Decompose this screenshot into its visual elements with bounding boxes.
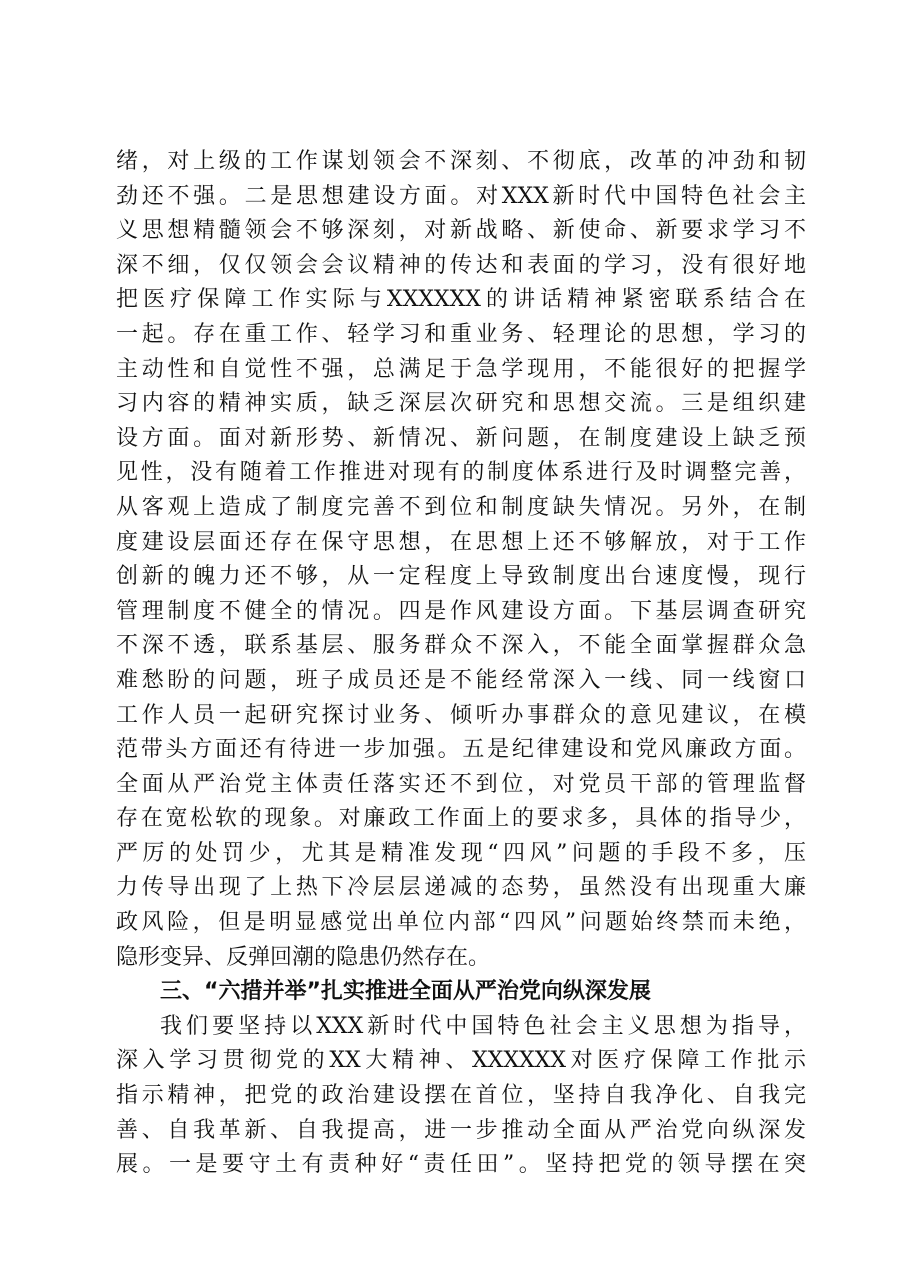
document-body (116, 145, 806, 1183)
body-line: 深入学习贯彻党的XX大精神、XXXXXX对医疗保障工作批示 (116, 1048, 806, 1074)
body-line: 见性，没有随着工作推进对现有的制度体系进行及时调整完善， (116, 460, 806, 486)
body-line: 度建设层面还存在保守思想，在思想上还不够解放，对于工作 (116, 529, 806, 555)
body-line: 设方面。面对新形势、新情况、新问题，在制度建设上缺乏预 (116, 425, 806, 451)
body-line: 不深不透，联系基层、服务群众不深入，不能全面掌握群众急 (116, 633, 806, 659)
body-line: 深不细，仅仅领会会议精神的传达和表面的学习，没有很好地 (116, 252, 806, 278)
body-line: 展。一是要守土有责种好“责任田”。坚持把党的领导摆在突 (116, 1152, 806, 1178)
body-line: 我们要坚持以XXX新时代中国特色社会主义思想为指导， (160, 1013, 806, 1039)
body-line: 管理制度不健全的情况。四是作风建设方面。下基层调查研究 (116, 598, 806, 624)
body-line: 难愁盼的问题，班子成员还是不能经常深入一线、同一线窗口 (116, 667, 806, 693)
body-line: 隐形变异、反弹回潮的隐患仍然存在。 (116, 944, 491, 970)
body-line: 范带头方面还有待进一步加强。五是纪律建设和党风廉政方面。 (116, 737, 806, 763)
body-line: 绪，对上级的工作谋划领会不深刻、不彻底，改革的冲劲和韧 (116, 149, 806, 174)
body-line: 善、自我革新、自我提高，进一步推动全面从严治党向纵深发 (116, 1117, 806, 1143)
body-line: 存在宽松软的现象。对廉政工作面上的要求多，具体的指导少， (116, 806, 806, 832)
body-line: 工作人员一起研究探讨业务、倾听办事群众的意见建议，在模 (116, 702, 806, 728)
body-line: 政风险，但是明显感觉出单位内部“四风”问题始终禁而未绝， (116, 910, 806, 936)
body-line: 义思想精髓领会不够深刻，对新战略、新使命、新要求学习不 (116, 218, 806, 244)
body-line: 从客观上造成了制度完善不到位和制度缺失情况。另外，在制 (116, 494, 806, 520)
body-line: 力传导出现了上热下冷层层递减的态势，虽然没有出现重大廉 (116, 875, 806, 901)
body-line: 严厉的处罚少，尤其是精准发现“四风”问题的手段不多，压 (116, 840, 806, 866)
body-line: 指示精神，把党的政治建设摆在首位，坚持自我净化、自我完 (116, 1083, 806, 1109)
body-line: 把医疗保障工作实际与XXXXXX的讲话精神紧密联系结合在 (116, 287, 806, 313)
body-line: 创新的魄力还不够，从一定程度上导致制度出台速度慢，现行 (116, 564, 806, 590)
body-line: 劲还不强。二是思想建设方面。对XXX新时代中国特色社会主 (116, 183, 806, 209)
body-line: 全面从严治党主体责任落实还不到位，对党员干部的管理监督 (116, 771, 806, 797)
body-line: 主动性和自觉性不强，总满足于急学现用，不能很好的把握学 (116, 356, 806, 382)
body-line: 习内容的精神实质，缺乏深层次研究和思想交流。三是组织建 (116, 391, 806, 417)
section-heading: 三、“六措并举”扎实推进全面从严治党向纵深发展 (160, 979, 651, 1005)
body-line: 一起。存在重工作、轻学习和重业务、轻理论的思想，学习的 (116, 321, 806, 347)
